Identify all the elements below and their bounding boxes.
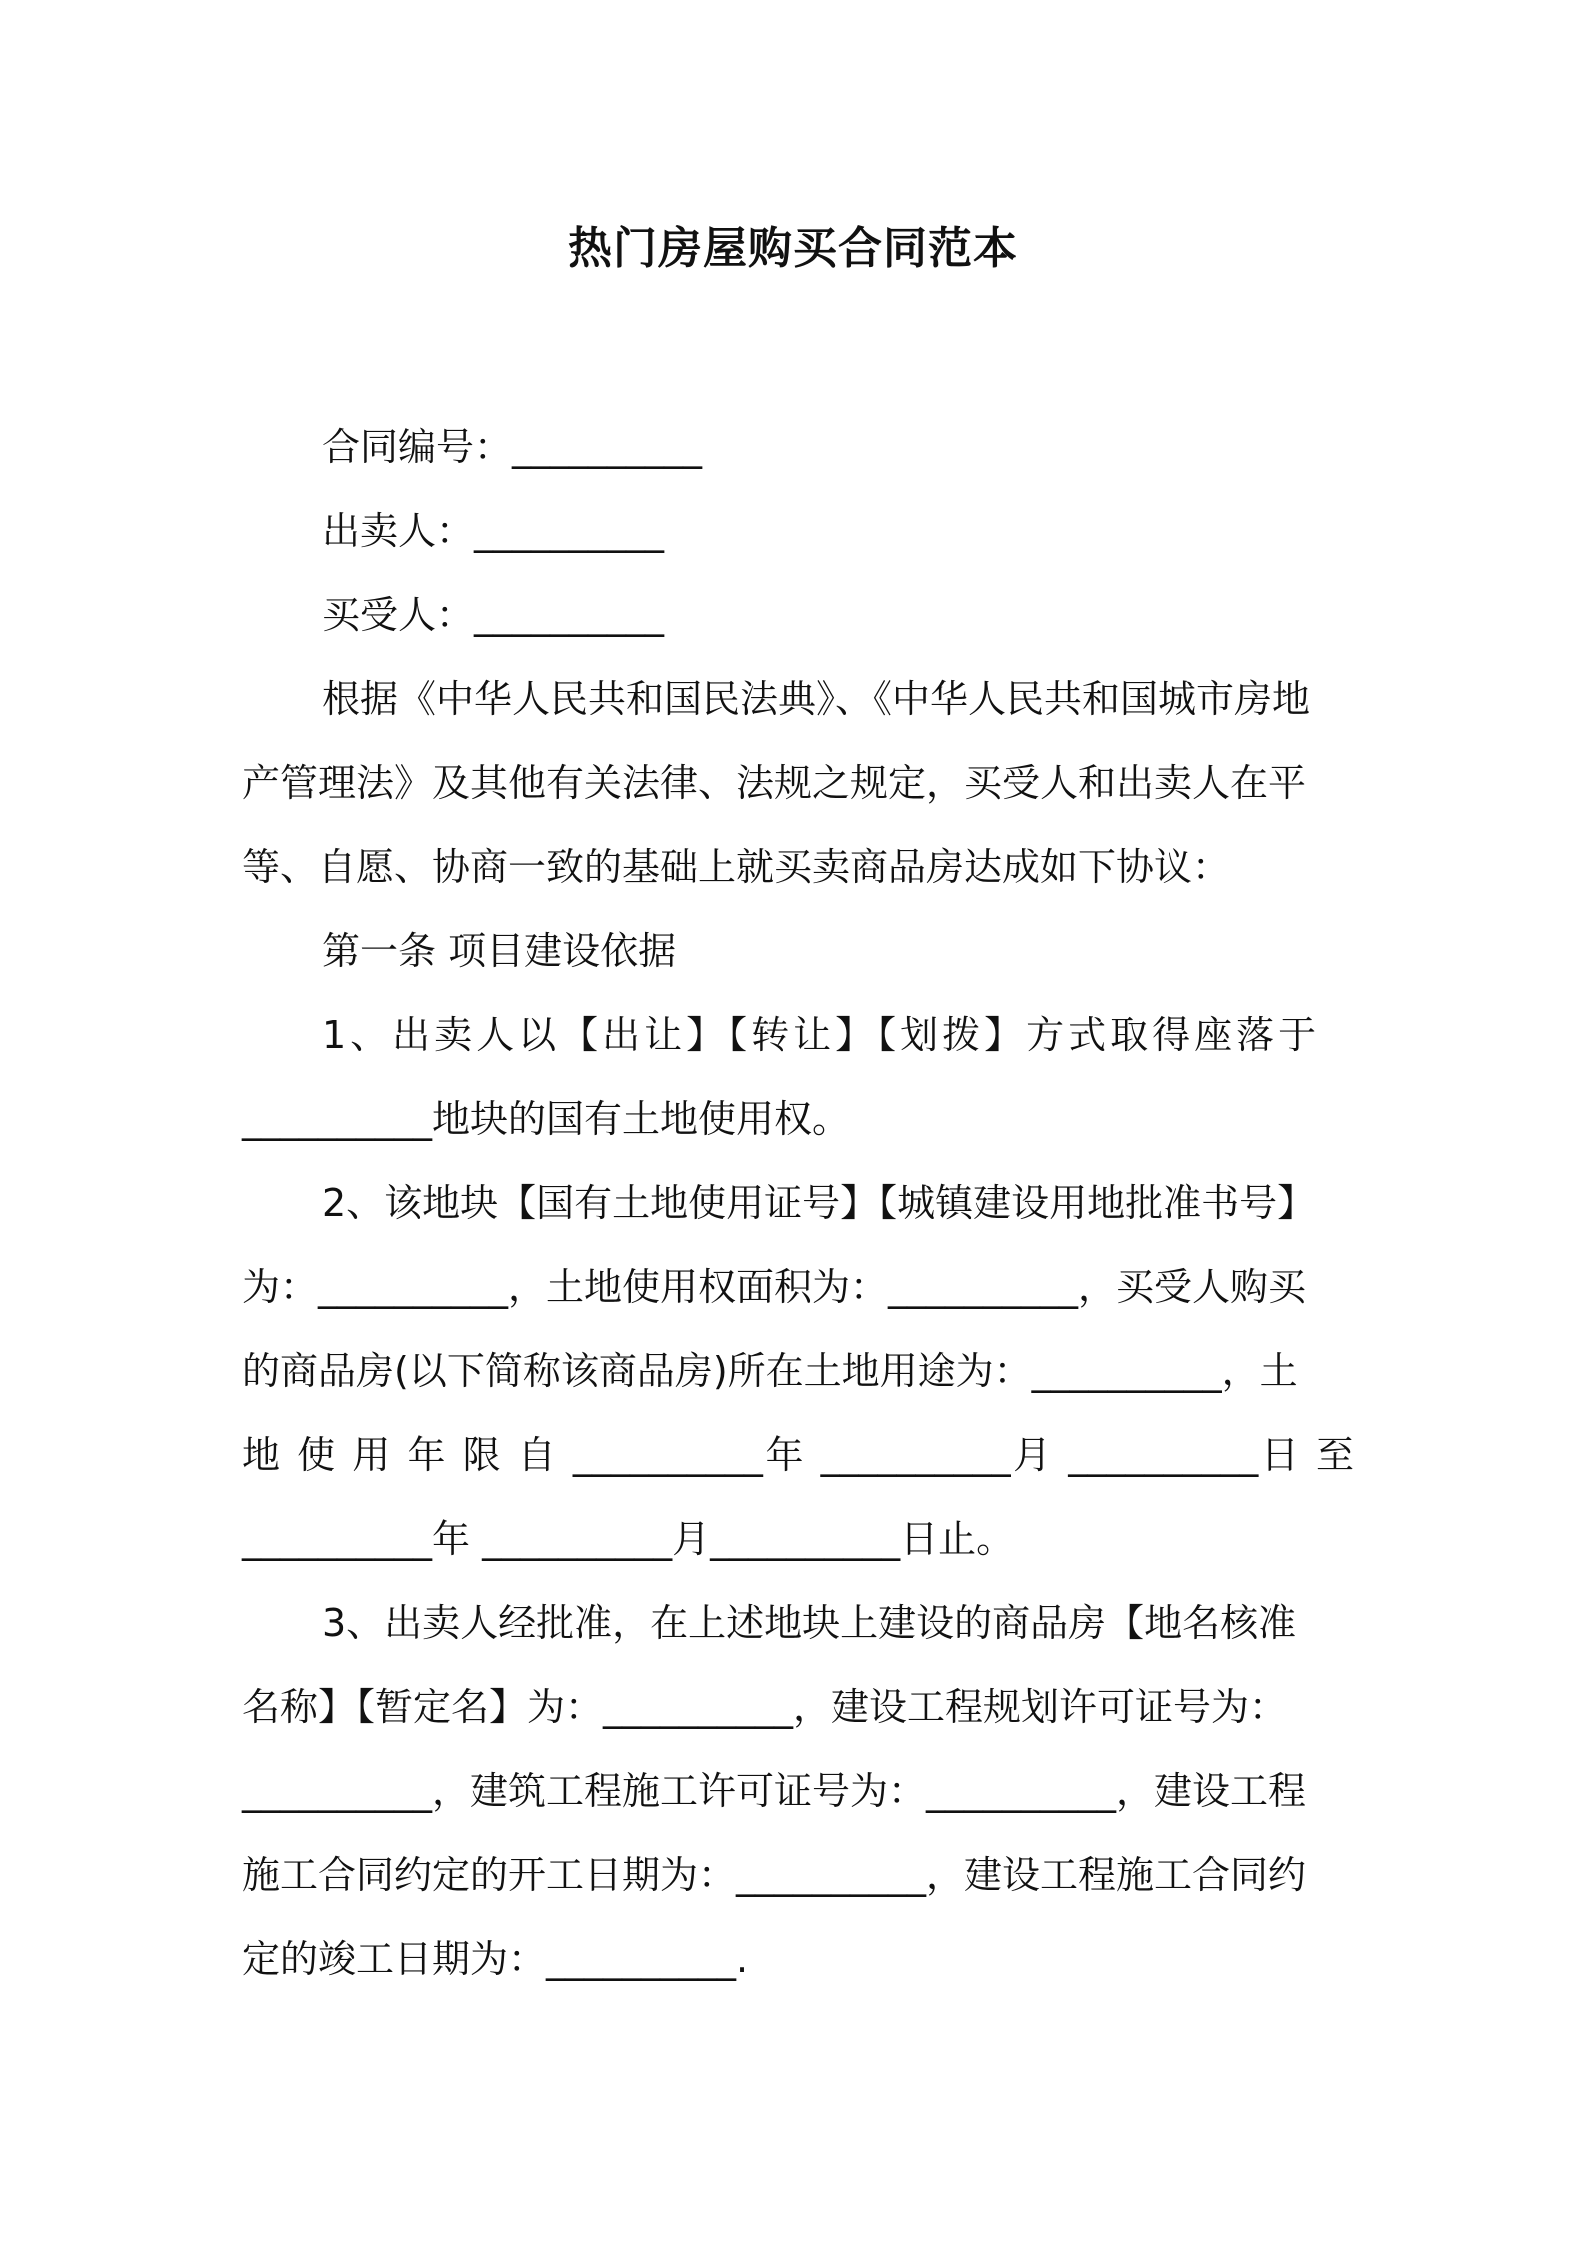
clause-3-line-5: 定的竣工日期为：__________. [242, 1937, 749, 1981]
preamble-line-3: 等、自愿、协商一致的基础上就买卖商品房达成如下协议： [242, 845, 1231, 889]
seller-line: 出卖人：__________ [322, 509, 665, 553]
clause-3-line-4: 施工合同约定的开工日期为：__________，建设工程施工合同约 [242, 1853, 1307, 1897]
clause-2-line-4: 地 使 用 年 限 自 __________年 __________月 __________日 至 [242, 1433, 1354, 1477]
document-title: 热门房屋购买合同范本 [568, 223, 1018, 274]
article-1-heading: 第一条 项目建设依据 [322, 929, 677, 973]
clause-3-line-1: 3、出卖人经批准，在上述地块上建设的商品房【地名核准 [322, 1601, 1297, 1645]
clause-3-line-2: 名称】【暂定名】为：__________，建设工程规划许可证号为： [242, 1685, 1288, 1729]
clause-3-line-3: __________，建筑工程施工许可证号为：__________，建设工程 [242, 1769, 1307, 1813]
contract-number-line: 合同编号：__________ [322, 425, 703, 469]
document-body [242, 405, 1354, 2001]
preamble-line-2: 产管理法》及其他有关法律、法规之规定，买受人和出卖人在平 [242, 761, 1307, 805]
clause-1-line-2: __________地块的国有土地使用权。 [242, 1097, 851, 1141]
buyer-line: 买受人：__________ [322, 593, 665, 637]
clause-2-line-2: 为：__________，土地使用权面积为：__________，买受人购买 [242, 1265, 1307, 1309]
clause-2-line-3: 的商品房(以下简称该商品房)所在土地用途为：__________，土 [242, 1349, 1298, 1393]
clause-2-line-5: __________年 __________月__________日止。 [242, 1517, 1015, 1561]
clause-2-line-1: 2、该地块【国有土地使用证号】【城镇建设用地批准书号】 [322, 1181, 1316, 1225]
clause-1-line-1: 1、出卖人以【出让】【转让】【划拨】方式取得座落于 [322, 1013, 1321, 1057]
preamble-line-1: 根据《中华人民共和国民法典》、《中华人民共和国城市房地 [322, 677, 1311, 721]
